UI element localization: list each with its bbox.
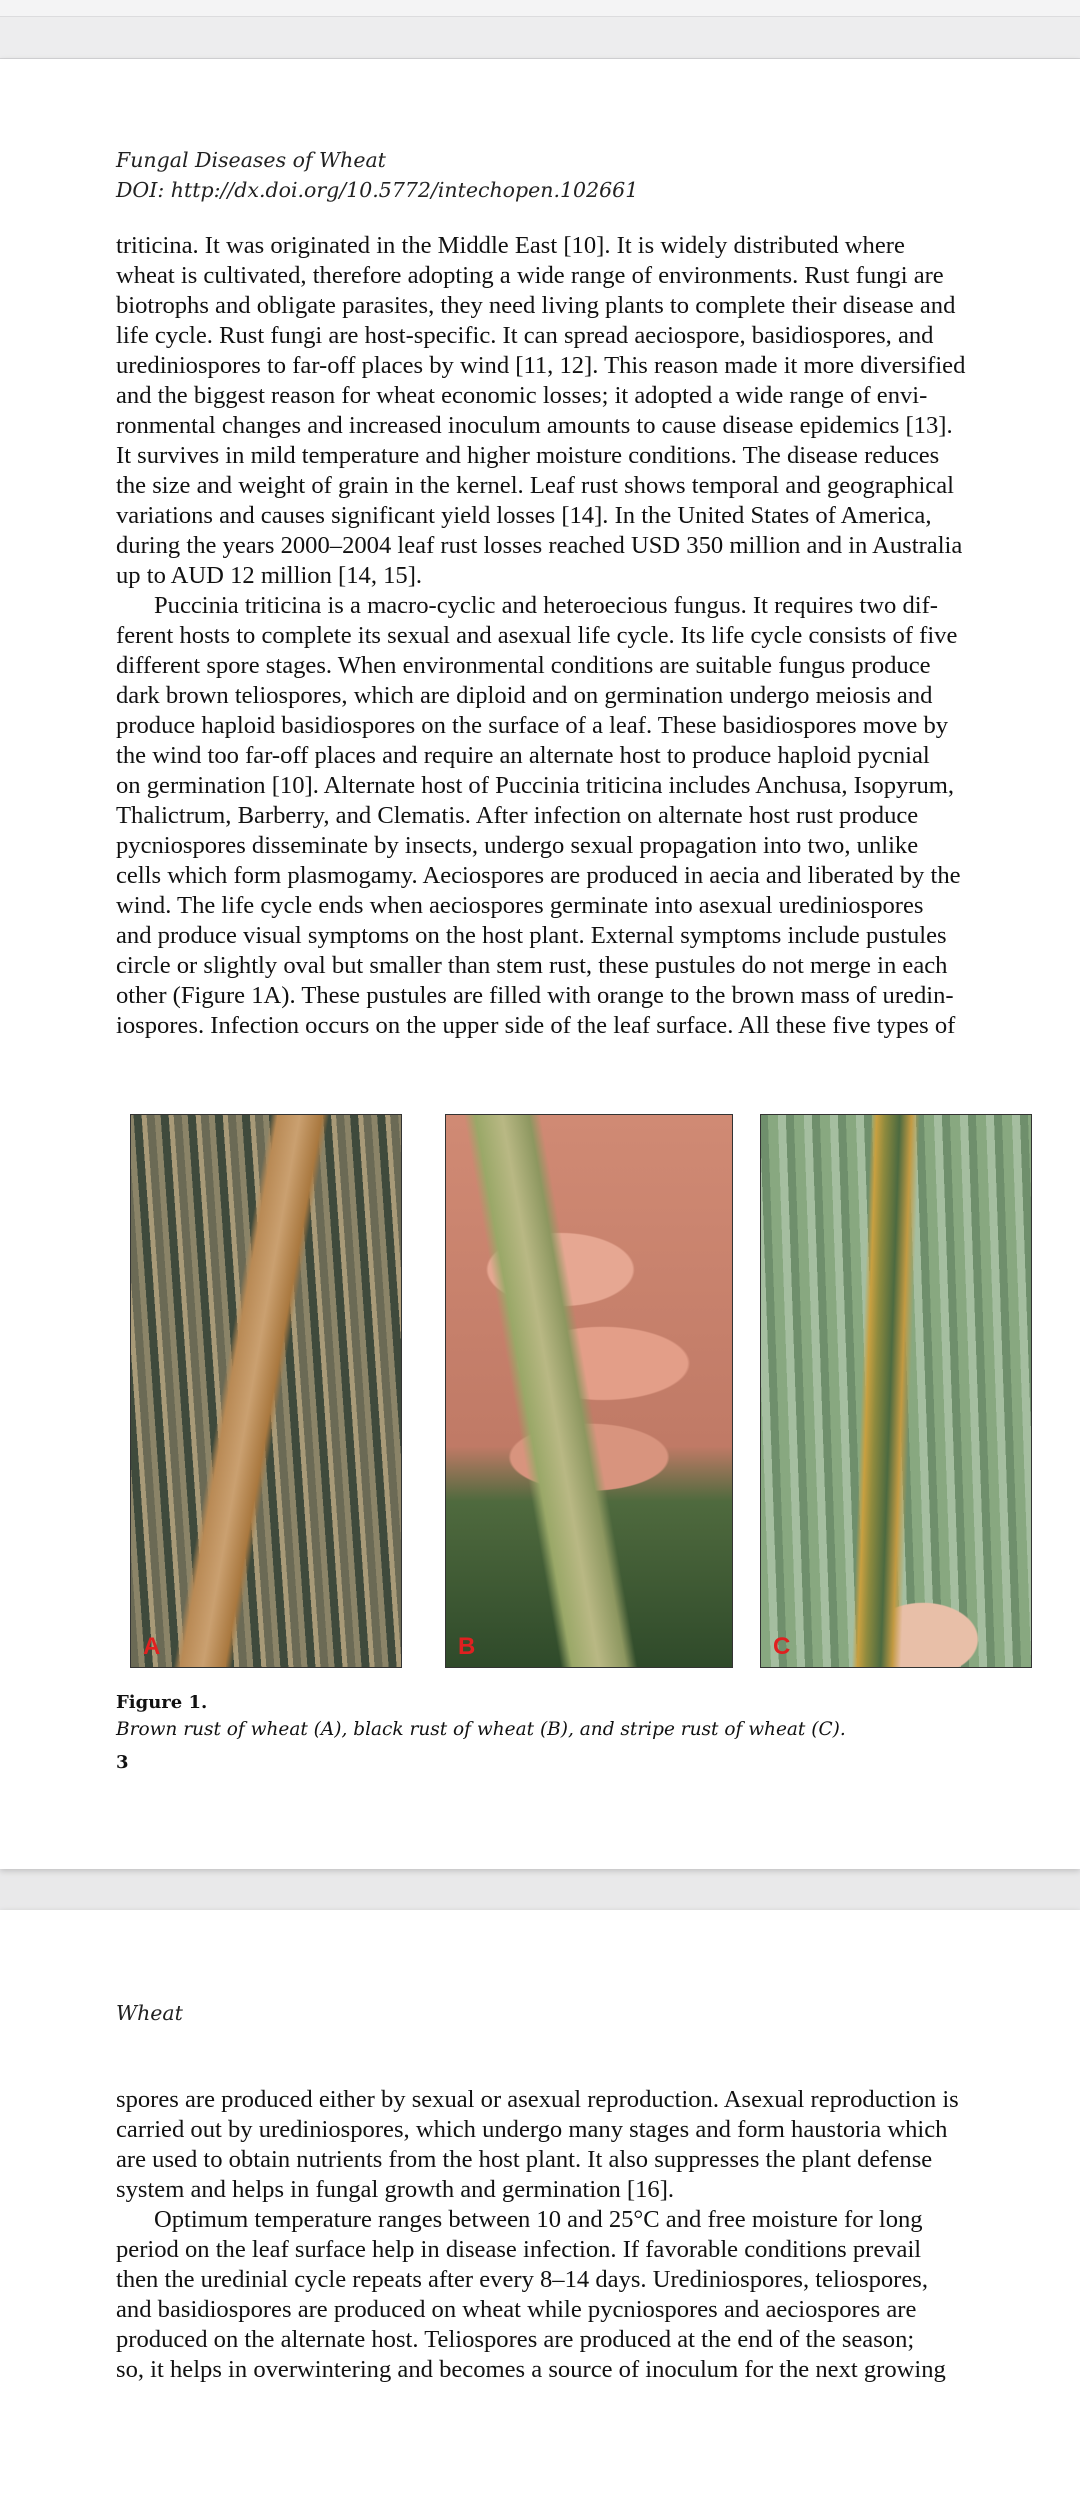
text-line: iospores. Infection occurs on the upper side of the leaf surface. All these five types of xyxy=(116,1012,956,1039)
text-line: on germination [10]. Alternate host of Puccinia triticina includes Anchusa, Isopyrum, xyxy=(116,772,955,799)
text-line: system and helps in fungal growth and germination [16]. xyxy=(116,2176,675,2203)
text-line: during the years 2000–2004 leaf rust losses reached USD 350 million and in Australia xyxy=(116,532,963,559)
figure-caption: Brown rust of wheat (A), black rust of wheat (B), and stripe rust of wheat (C). xyxy=(116,1719,846,1740)
text-line: It survives in mild temperature and higher moisture conditions. The disease reduces xyxy=(116,442,940,469)
text-line: spores are produced either by sexual or asexual reproduction. Asexual reproduction is xyxy=(116,2086,959,2113)
running-header-2: Wheat xyxy=(116,2001,183,2025)
text-line: cells which form plasmogamy. Aeciospores are produced in aecia and liberated by the xyxy=(116,862,961,889)
journal-title: Fungal Diseases of Wheat xyxy=(116,148,386,172)
text-line: then the uredinial cycle repeats after every 8–14 days. Urediniospores, teliospores, xyxy=(116,2266,928,2293)
text-line: wind. The life cycle ends when aeciospores germinate into asexual urediniospores xyxy=(116,892,924,919)
text-line: Optimum temperature ranges between 10 and 25°C and free moisture for long xyxy=(154,2206,923,2233)
document-page-1 xyxy=(0,59,1080,1869)
doi-line: DOI: http://dx.doi.org/10.5772/intechopen.102661 xyxy=(116,178,639,202)
text-line: and produce visual symptoms on the host plant. External symptoms include pustules xyxy=(116,922,947,949)
body-text-block xyxy=(116,231,1042,1041)
figure-title: Figure 1. xyxy=(116,1692,208,1713)
text-line: and the biggest reason for wheat economic losses; it adopted a wide range of envi- xyxy=(116,382,928,409)
text-line: are used to obtain nutrients from the host plant. It also suppresses the plant defense xyxy=(116,2146,933,2173)
text-line: so, it helps in overwintering and becomes a source of inoculum for the next growing xyxy=(116,2356,946,2383)
figure-photo-c xyxy=(760,1114,1032,1668)
page-number: 3 xyxy=(116,1752,129,1773)
document-page-2 xyxy=(0,1910,1080,2510)
figure-photo-a xyxy=(130,1114,402,1668)
text-line: up to AUD 12 million [14, 15]. xyxy=(116,562,423,589)
text-line: the wind too far-off places and require an alternate host to produce haploid pycnial xyxy=(116,742,930,769)
text-line: Puccinia triticina is a macro-cyclic and heteroecious fungus. It requires two dif- xyxy=(154,592,938,619)
text-line: ferent hosts to complete its sexual and asexual life cycle. Its life cycle consists of five xyxy=(116,622,958,649)
text-line: wheat is cultivated, therefore adopting a wide range of environments. Rust fungi are xyxy=(116,262,944,289)
text-line: pycniospores disseminate by insects, undergo sexual propagation into two, unlike xyxy=(116,832,919,859)
text-line: circle or slightly oval but smaller than stem rust, these pustules do not merge in each xyxy=(116,952,948,979)
text-line: biotrophs and obligate parasites, they need living plants to complete their disease and xyxy=(116,292,956,319)
text-line: variations and causes significant yield losses [14]. In the United States of America, xyxy=(116,502,932,529)
text-line: period on the leaf surface help in disease infection. If favorable conditions prevail xyxy=(116,2236,922,2263)
paragraph-3 xyxy=(116,2085,1042,2205)
text-line: dark brown teliospores, which are diploid and on germination undergo meiosis and xyxy=(116,682,933,709)
photo-label-b: B xyxy=(458,1633,476,1660)
paragraph-1 xyxy=(116,231,1042,591)
text-line: different spore stages. When environmental conditions are suitable fungus produce xyxy=(116,652,931,679)
viewer-top-strip xyxy=(0,0,1080,59)
figure-photo-b xyxy=(445,1114,733,1668)
text-line: ronmental changes and increased inoculum amounts to cause disease epidemics [13]. xyxy=(116,412,953,439)
text-line: produced on the alternate host. Teliospores are produced at the end of the season; xyxy=(116,2326,915,2353)
paragraph-2 xyxy=(116,591,1042,1041)
text-line: Thalictrum, Barberry, and Clematis. After infection on alternate host rust produce xyxy=(116,802,919,829)
figure-1 xyxy=(130,1114,1030,1666)
photo-label-a: A xyxy=(143,1633,161,1660)
text-line: triticina. It was originated in the Middle East [10]. It is widely distributed where xyxy=(116,232,905,259)
text-line: life cycle. Rust fungi are host-specific. It can spread aeciospore, basidiospores, and xyxy=(116,322,934,349)
text-line: urediniospores to far-off places by wind [11, 12]. This reason made it more diversified xyxy=(116,352,966,379)
text-line: carried out by urediniospores, which undergo many stages and form haustoria which xyxy=(116,2116,948,2143)
paragraph-4 xyxy=(116,2205,1042,2385)
text-line: the size and weight of grain in the kernel. Leaf rust shows temporal and geographical xyxy=(116,472,954,499)
text-line: produce haploid basidiospores on the surface of a leaf. These basidiospores move by xyxy=(116,712,949,739)
viewer-top-bar xyxy=(0,0,1080,17)
text-line: and basidiospores are produced on wheat while pycniospores and aeciospores are xyxy=(116,2296,917,2323)
running-header xyxy=(116,145,638,205)
body-text-block-2 xyxy=(116,2085,1042,2385)
photo-label-c: C xyxy=(773,1633,791,1660)
text-line: other (Figure 1A). These pustules are filled with orange to the brown mass of uredin- xyxy=(116,982,954,1009)
